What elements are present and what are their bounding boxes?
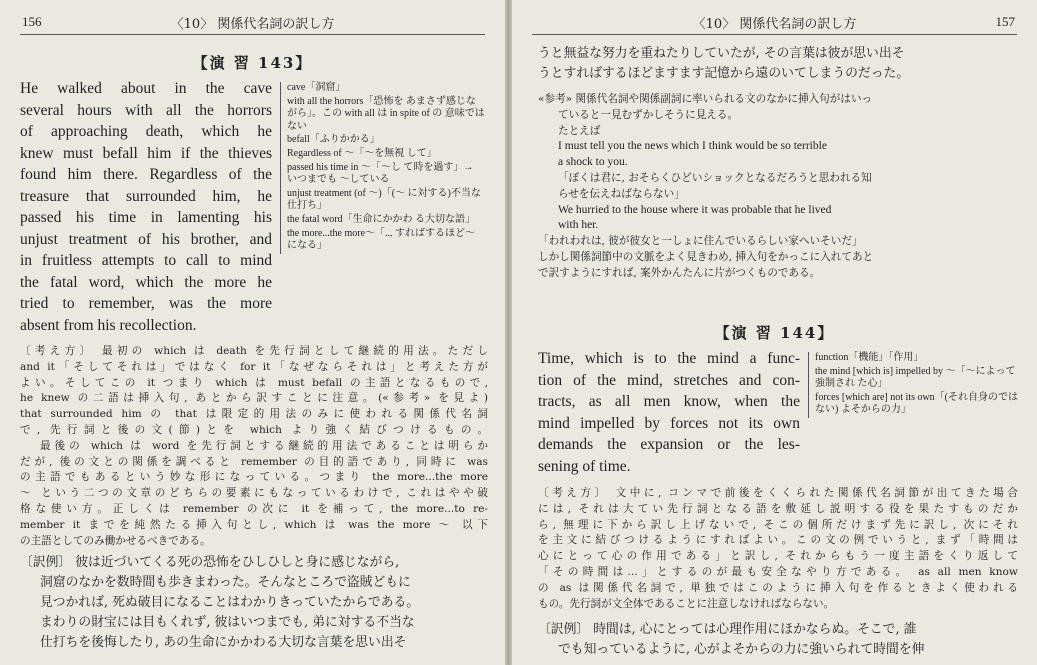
explanation-line: の主語としてのみ働かせるべきである。 bbox=[20, 534, 211, 547]
left-header-rule bbox=[20, 34, 485, 35]
reference-line: らせを伝えねばならない」 bbox=[558, 187, 685, 200]
explanation-line: member it までを純然たる挿入句とし, which は was the more ～ 以下 bbox=[20, 518, 488, 531]
gloss-entry: function「機能」「作用」 bbox=[815, 352, 924, 363]
gloss-entry: the mind [which is] impelled by ～「～によって強制され た心」 bbox=[815, 365, 1016, 390]
explanation-line: 〔考え方〕 最初の which は death を先行詞として継続的用法。ただし bbox=[20, 345, 488, 357]
english-line: demands the expansion or the les- bbox=[538, 436, 800, 453]
explanation-line: だが, 後の文との関係を調べると remember の目的語であり, 同時に was bbox=[20, 455, 488, 468]
reference-line: «参考» 関係代名詞や関係副詞に率いられる文のなかに挿入句がはいっ bbox=[538, 93, 873, 105]
translation-line: 洞窟のなかを数時間も歩きまわった。そんなところで盗賊どもに bbox=[40, 575, 411, 590]
explanation-line: で, 先行詞と後の文(節)とを which より強く結びつけるもの。 bbox=[20, 423, 488, 436]
reference-line: しかし関係詞節中の文脈をよく見きわめ, 挿入句をかっこに入れてあと bbox=[538, 250, 874, 263]
explanation-line: 心にとって心の作用である」と訳し, それからもう一度主語をくり返して bbox=[538, 550, 1018, 563]
english-line: sening of time. bbox=[538, 457, 631, 475]
gloss-entry: with all the horrors「恐怖を あまさず感じながら」。この with all は in spite of の 意味ではない bbox=[287, 95, 485, 132]
explanation-line: 〔考え方〕 文中に, コンマで前後をくくられた関係代名詞節が出てきた場合 bbox=[538, 487, 1018, 499]
exercise-144-english-passage bbox=[538, 348, 800, 477]
reference-note bbox=[538, 92, 1018, 282]
explanation-line: には, それは大てい先行詞となる語を敷延し説明する役を果たすものだか bbox=[538, 502, 1018, 515]
translation-line: うとすればするほどますます記憶から遠のいてしまうのだった。 bbox=[538, 66, 910, 81]
exercise-143-explanation bbox=[20, 344, 488, 549]
english-line: several hours with all the horrors bbox=[20, 101, 272, 119]
english-line: of approaching death, which he bbox=[20, 123, 272, 140]
english-line: tried to remember, was the more bbox=[20, 295, 272, 312]
gloss-entry: Regardless of ～「～を無視 して」 bbox=[287, 147, 437, 159]
left-page bbox=[0, 0, 505, 665]
english-line: unjust treatment of his brother, and bbox=[20, 230, 272, 248]
gloss-entry: forces [which are] not its own「(それ自身のではない) よそからの力」 bbox=[815, 391, 1019, 416]
gloss-entry: the more...the more～「... すればするほど～になる」 bbox=[287, 227, 476, 252]
exercise-144-translation bbox=[538, 620, 1018, 660]
exercise-143-glosses bbox=[280, 82, 485, 254]
english-line: tion of the mind, stretches and con- bbox=[538, 371, 800, 389]
right-header bbox=[512, 10, 1037, 32]
exercise-143-translation-continued bbox=[538, 44, 1018, 84]
explanation-line: の as は関係代名詞で, 単独ではこのように挿入句を作るときよく使われる bbox=[538, 581, 1018, 594]
english-line: mind impelled by forces not its own bbox=[538, 414, 800, 432]
gloss-entry: passed his time in ～「～し て時を過す」→ いつまでも ～している bbox=[287, 161, 474, 186]
english-line: absent from his recollection. bbox=[20, 316, 197, 334]
reference-line: 「ぼくは君に, おそらくひどいショックとなるだろうと思われる知 bbox=[558, 171, 872, 184]
right-running-title: 〈10〉 関係代名詞の訳し方 bbox=[692, 17, 857, 32]
english-line: passed his time in lamenting his bbox=[20, 209, 272, 226]
explanation-line: 「その時間は...」とするのが最も安全なやり方である。 as all men know bbox=[538, 565, 1018, 578]
english-line: in fruitless attempts to call to mind bbox=[20, 252, 272, 269]
english-line: tracts, as all men know, when the bbox=[538, 393, 800, 410]
english-line: knew must befall him if the thieves bbox=[20, 144, 272, 162]
exercise-144-glosses bbox=[808, 352, 1021, 418]
right-page bbox=[512, 0, 1037, 665]
explanation-line: and it「そしてそれは」ではなく for it「なぜならそれは」と考えた方が bbox=[20, 360, 488, 373]
exercise-144-explanation bbox=[538, 486, 1018, 612]
reference-line: たとえば bbox=[558, 124, 601, 137]
exercise-143-title: 【演 習 143】 bbox=[192, 54, 313, 72]
reference-line: a shock to you. bbox=[558, 156, 628, 169]
gloss-entry: cave「洞窟」 bbox=[287, 82, 346, 93]
explanation-line: ～ という二つの文章のどちらの要素にもなっているわけで, これはやや破 bbox=[20, 487, 488, 500]
english-line: treasure that surrounded him, he bbox=[20, 187, 272, 205]
right-page-number: 157 bbox=[995, 14, 1015, 29]
gloss-entry: the fatal word「生命にかかわ る大切な語」 bbox=[287, 213, 476, 225]
reference-line: で訳すようにすれば, 案外かんたんに片がつくものである。 bbox=[538, 266, 821, 279]
exercise-144-title: 【演 習 144】 bbox=[714, 324, 835, 342]
translation-line: 仕打ちを後悔したり, あの生命にかかわる大切な言葉を思い出そ bbox=[40, 635, 407, 650]
translation-line: うと無益な努力を重ねたりしていたが, その言葉は彼が思い出そ bbox=[538, 46, 905, 61]
gloss-entry: befall「ふりかかる」 bbox=[287, 134, 380, 146]
explanation-line: の主語でもあるという妙な形になっている。つまり the more...the more bbox=[20, 471, 488, 484]
translation-line: 見つかれば, 死ぬ破目になることはわかりきっていたからである。 bbox=[40, 595, 420, 610]
english-line: found him there. Regardless of the bbox=[20, 166, 272, 183]
explanation-line: を主文に結びつけるようにすればよい。この文の例でいうと, まず「時間は bbox=[538, 534, 1018, 547]
left-page-number: 156 bbox=[22, 14, 42, 29]
explanation-line: よい。そしてこの it つまり which は must befall の主語となるもので, bbox=[20, 376, 488, 389]
right-header-rule bbox=[532, 34, 1017, 35]
translation-line: でも知っているように, 心がよそからの力に強いられて時間を伸 bbox=[558, 642, 925, 657]
english-line: the fatal word, which the more he bbox=[20, 273, 272, 291]
explanation-line: ら, 無理に下から訳し上げないで, そこの個所だけまず先に訳し, 次にそれ bbox=[538, 518, 1018, 531]
left-running-title: 〈10〉 関係代名詞の訳し方 bbox=[170, 17, 335, 32]
reference-line: 「われわれは, 彼が彼女と一しょに住んでいるらしい家へいそいだ」 bbox=[538, 235, 863, 248]
reference-line: with her. bbox=[558, 219, 599, 232]
book-gutter bbox=[505, 0, 512, 665]
reference-line: I must tell you the news which I think would be so terrible bbox=[558, 140, 827, 153]
exercise-143-english-passage bbox=[20, 78, 272, 336]
translation-line: 〔訳例〕 時間は, 心にとっては心理作用にほかならぬ。そこで, 誰 bbox=[538, 622, 917, 637]
gloss-entry: unjust treatment (of ～)「(～ に対する)不当な仕打ち」 bbox=[287, 187, 481, 212]
left-header bbox=[0, 10, 505, 32]
reference-line: We hurried to the house where it was probable that he lived bbox=[558, 203, 832, 216]
translation-line: 〔訳例〕 彼は近づいてくる死の恐怖をひしひしと身に感じながら, bbox=[20, 555, 400, 570]
english-line: Time, which is to the mind a func- bbox=[538, 350, 800, 367]
explanation-line: he knew の二語は挿入句, あとから訳すことに注意。(«参考» を見よ) bbox=[20, 392, 488, 405]
exercise-143-translation bbox=[20, 553, 488, 653]
explanation-line: that surrounded him の that は限定的用法のみに使われる関係代名詞 bbox=[20, 408, 488, 421]
explanation-line: 格な使い方。正しくは remember の次に it を補って, the more...to re- bbox=[20, 502, 488, 515]
english-line: He walked about in the cave bbox=[20, 80, 272, 97]
explanation-line: もの。先行詞が文全体であることに注意しなければならない。 bbox=[538, 597, 835, 610]
translation-line: まわりの財宝には目もくれず, 彼はいつまでも, 弟に対する不当な bbox=[40, 615, 415, 630]
explanation-line: 最後の which は word を先行詞とする継続的用法であることは明らか bbox=[40, 439, 488, 452]
reference-line: ていると一見むずかしそうに見える。 bbox=[558, 108, 739, 121]
